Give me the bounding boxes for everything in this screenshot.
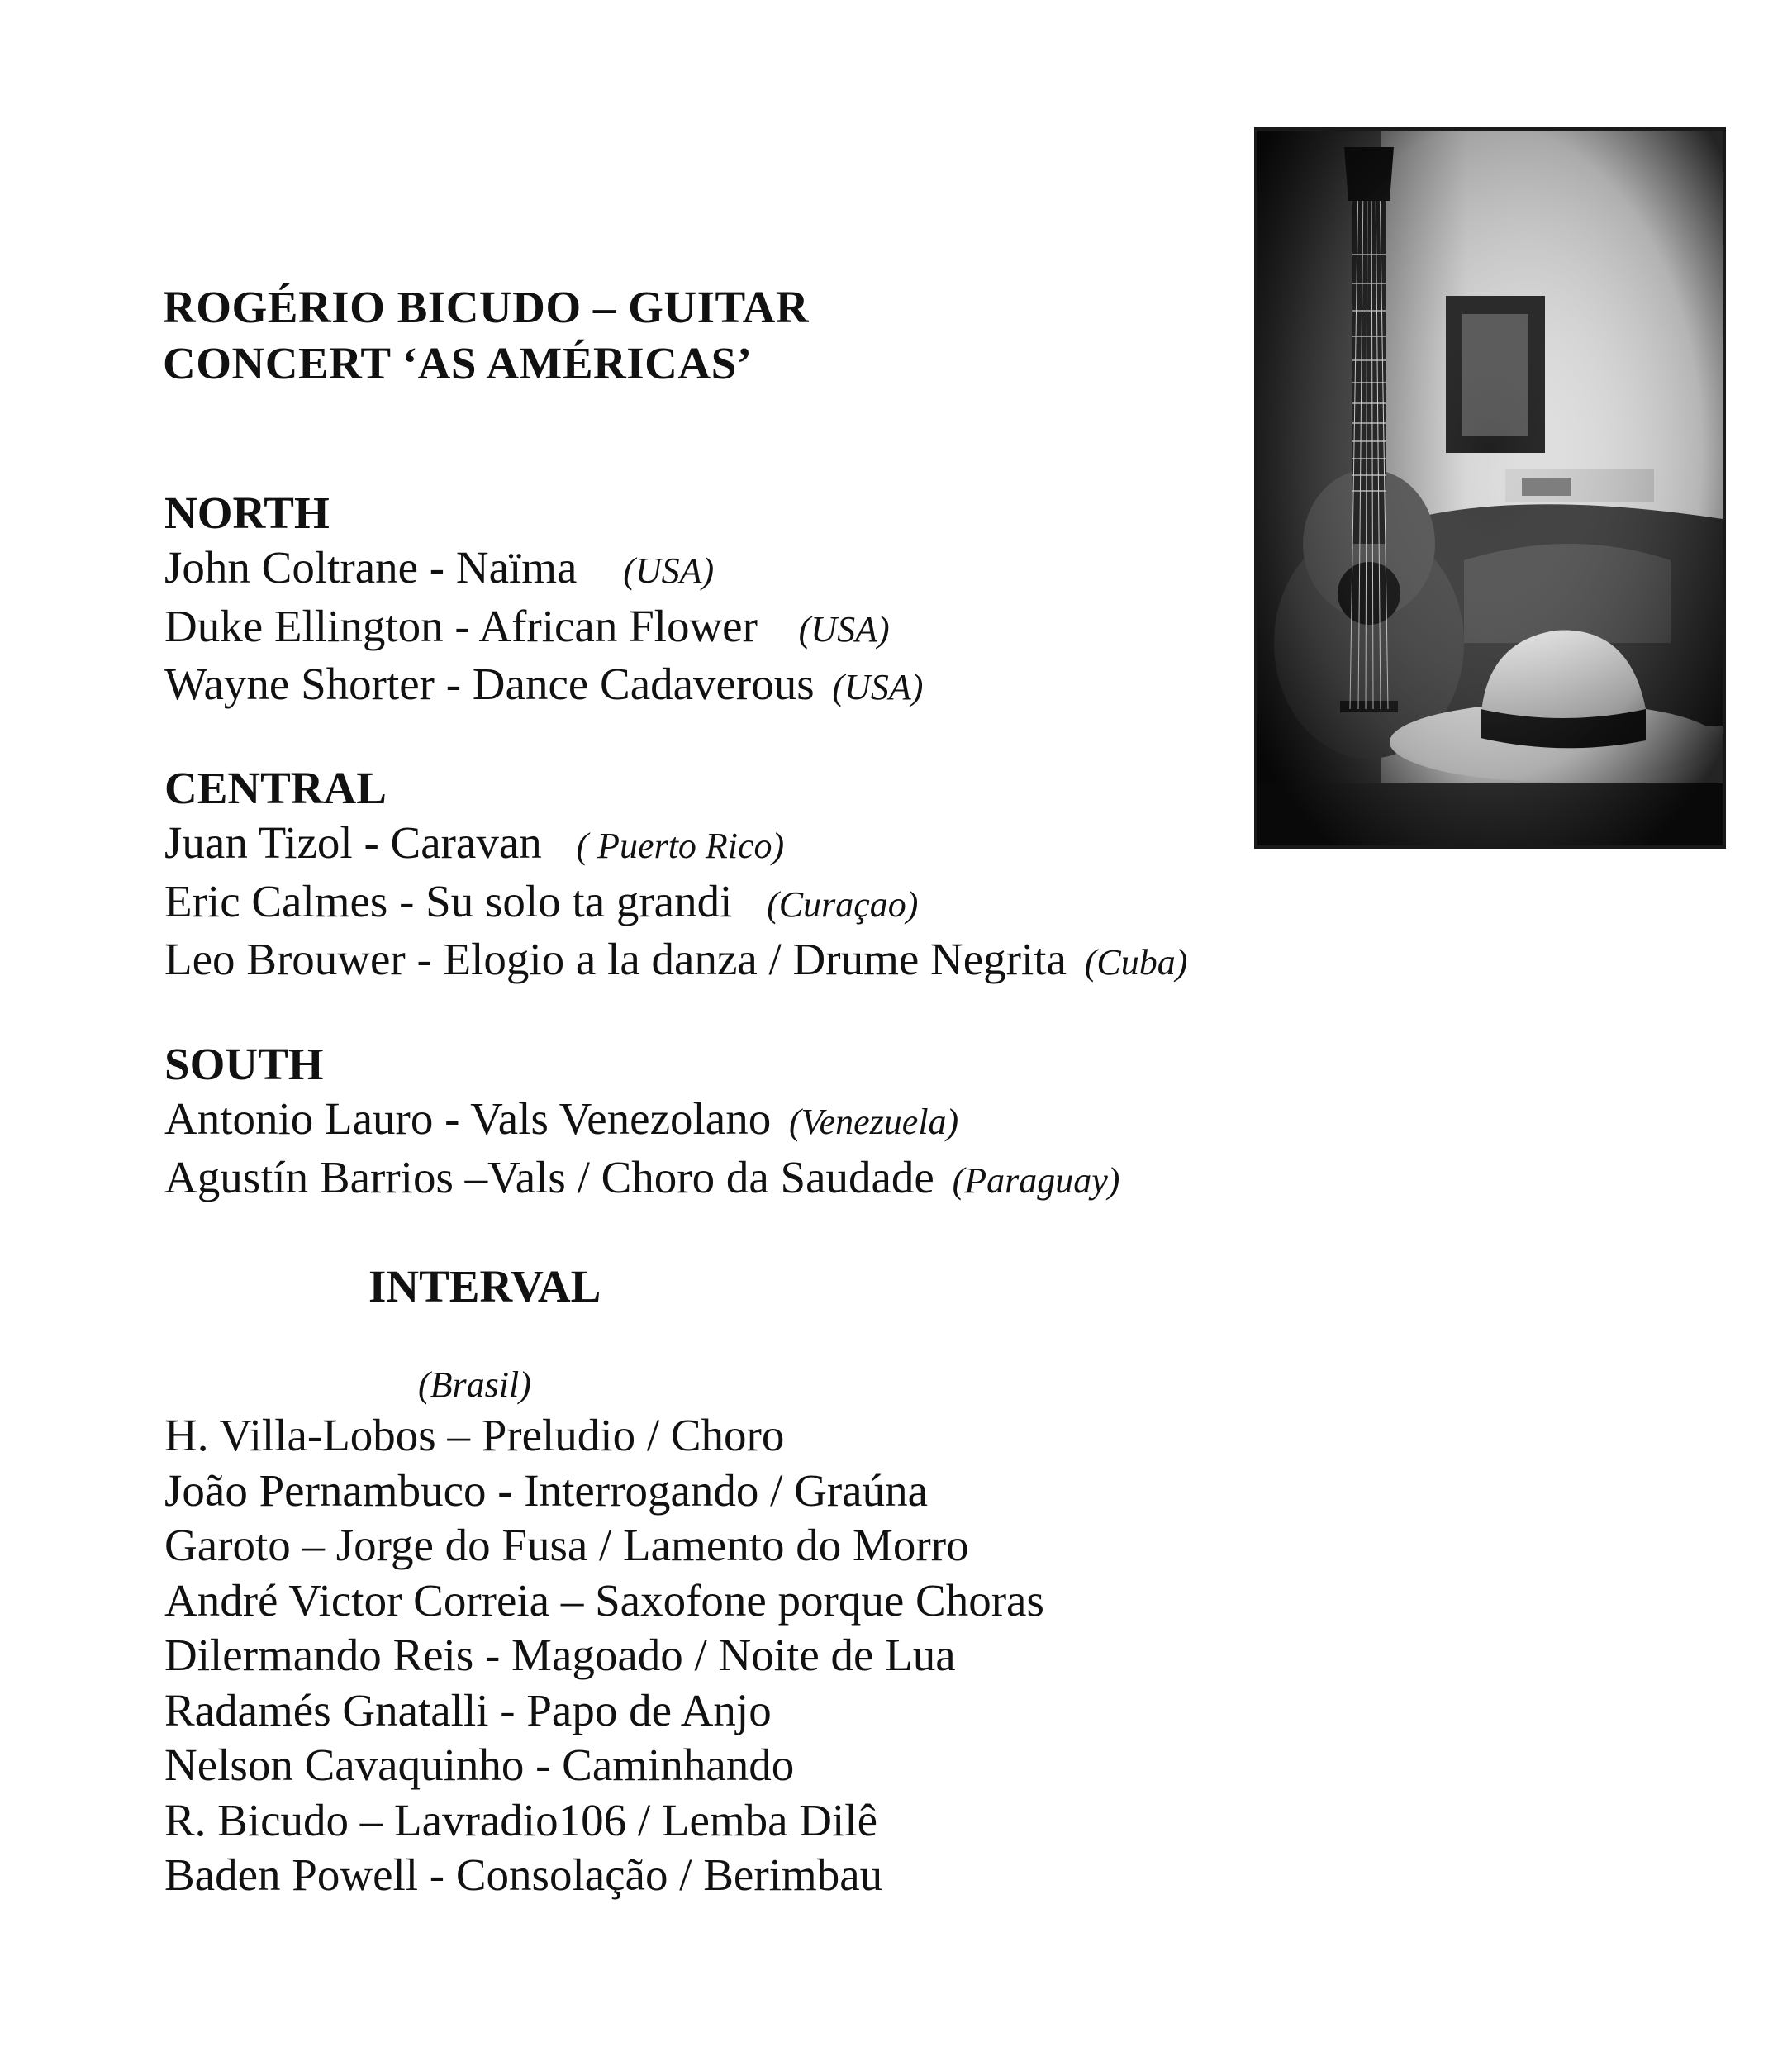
program-entry: Garoto – Jorge do Fusa / Lamento do Morro [164,1520,969,1570]
entry-country: (USA) [623,550,715,591]
entry-country: (Venezuela) [788,1102,959,1142]
interval-heading: INTERVAL [368,1261,601,1311]
guitar-hat-photo [1254,127,1726,849]
program-entry: André Victor Correia – Saxofone porque Choras [164,1574,1044,1626]
entry-country: (Curaçao) [767,883,919,925]
title-line-2: CONCERT ‘AS AMÉRICAS’ [163,338,753,388]
program-entry: Radamés Gnatalli - Papo de Anjo [164,1684,772,1735]
entry-text: Eric Calmes - Su solo ta grandi [164,875,733,926]
program-entry: Nelson Cavaquinho - Caminhando [164,1740,795,1790]
title-line-1: ROGÉRIO BICUDO – GUITAR [163,282,810,332]
entry-text: John Coltrane - Naïma [164,542,578,593]
program-entry [164,932,1187,991]
program-entry [164,1150,1119,1209]
program-entry [164,540,923,599]
entry-text: Leo Brouwer - Elogio a la danza / Drume Negrita [164,934,1067,984]
entry-text: Wayne Shorter - Dance Cadaverous [164,659,815,709]
entry-country: (USA) [798,608,890,650]
program-entry [164,816,1187,874]
program-entry [164,657,923,716]
program-entry [164,874,1187,933]
section-central [164,761,1187,991]
section-south [164,1037,1119,1208]
entry-country: (Paraguay) [952,1159,1120,1201]
section-brasil [164,1408,1044,1903]
brasil-country-note: (Brasil) [418,1364,531,1405]
entry-text: Agustín Barrios –Vals / Choro da Saudade [164,1151,934,1202]
entry-country: (USA) [832,667,924,707]
entry-text: Antonio Lauro - Vals Venezolano [164,1093,772,1144]
section-heading-south: SOUTH [164,1039,324,1089]
program-entry: R. Bicudo – Lavradio106 / Lemba Dilê [164,1794,878,1845]
guitar-hat-illustration [1257,131,1723,845]
program-entry: Dilermando Reis - Magoado / Noite de Lua [164,1630,956,1680]
program-entry: Baden Powell - Consolação / Berimbau [164,1849,883,1900]
section-north [164,486,923,716]
entry-country: ( Puerto Rico) [576,826,785,866]
entry-text: Juan Tizol - Caravan [164,817,542,868]
photo-vignette [1257,131,1723,845]
program-entry [164,1092,1119,1150]
entry-country: (Cuba) [1084,942,1188,983]
program-title [163,279,809,392]
entry-text: Duke Ellington - African Flower [164,600,758,651]
program-entry [164,599,923,658]
program-entry: H. Villa-Lobos – Preludio / Choro [164,1410,785,1460]
program-entry: João Pernambuco - Interrogando / Graúna [164,1464,928,1516]
section-heading-central: CENTRAL [164,763,387,813]
section-heading-north: NORTH [164,488,330,538]
